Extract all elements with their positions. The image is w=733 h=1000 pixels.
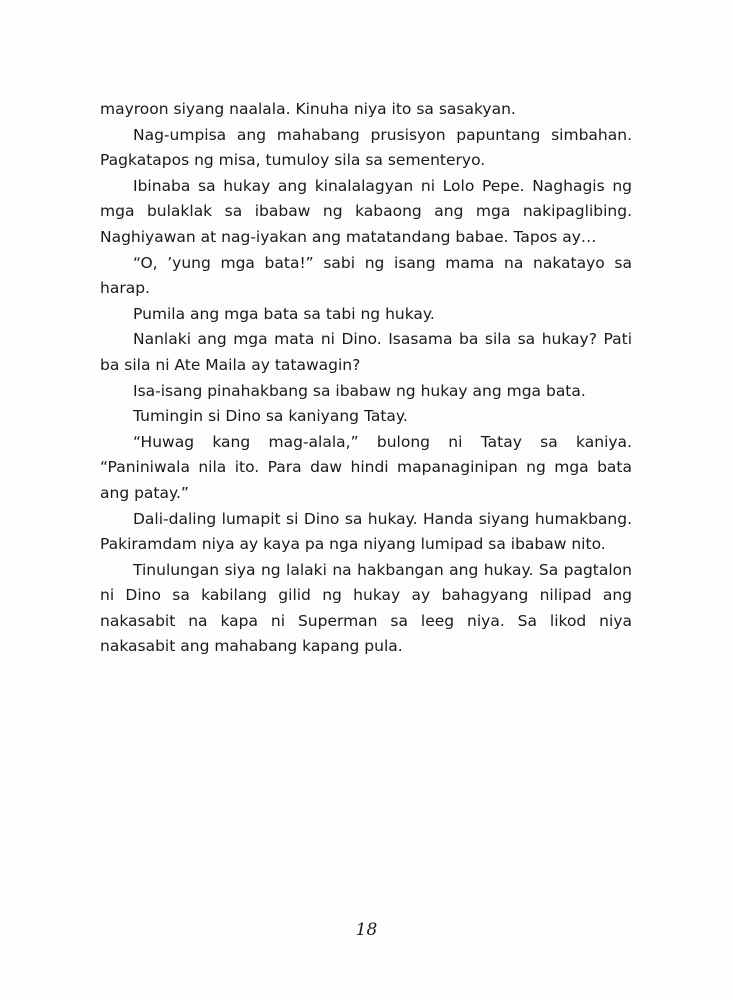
paragraph: “Huwag kang mag-alala,” bulong ni Tatay sa kaniya. “Paniniwala nila ito. Para daw hindi mapanaginipan ng mga bata ang patay.” [100, 432, 632, 502]
paragraph: Tumingin si Dino sa kaniyang Tatay. [133, 407, 408, 426]
paragraph: Nanlaki ang mga mata ni Dino. Isasama ba sila sa hukay? Pati ba sila ni Ate Maila ay tatawagin? [100, 330, 632, 374]
paragraph: Dali-daling lumapit si Dino sa hukay. Handa siyang humakbang. Pakiramdam niya ay kaya pa nga niyang lumipad sa ibabaw nito. [100, 509, 632, 554]
page-number: 18 [355, 920, 378, 940]
paragraph: mayroon siyang naalala. Kinuha niya ito sa sasakyan. [100, 100, 516, 118]
paragraph: Isa-isang pinahakbang sa ibabaw ng hukay ang mga bata. [133, 381, 586, 400]
paragraph: Tinulungan siya ng lalaki na hakbangan ang hukay. Sa pagtalon ni Dino sa kabilang gilid ng hukay ay bahagyang nilipad ang nakasabit na kapa ni Superman sa leeg niya. Sa likod niya nakasabit ang mahabang kapang pula. [100, 560, 632, 656]
paragraph: “O, ’yung mga bata!” sabi ng isang mama na nakatayo sa harap. [100, 253, 632, 298]
paragraph: Ibinaba sa hukay ang kinalalagyan ni Lolo Pepe. Naghagis ng mga bulaklak sa ibabaw ng kabaong ang mga nakipaglibing. Naghiyawan at nag-iyakan ang matatandang babae. Tapos ay… [100, 176, 632, 246]
story-text [100, 97, 632, 660]
paragraph: Pumila ang mga bata sa tabi ng hukay. [133, 304, 435, 323]
paragraph: Nag-umpisa ang mahabang prusisyon papuntang simbahan. Pagkatapos ng misa, tumuloy sila sa sementeryo. [100, 125, 632, 170]
